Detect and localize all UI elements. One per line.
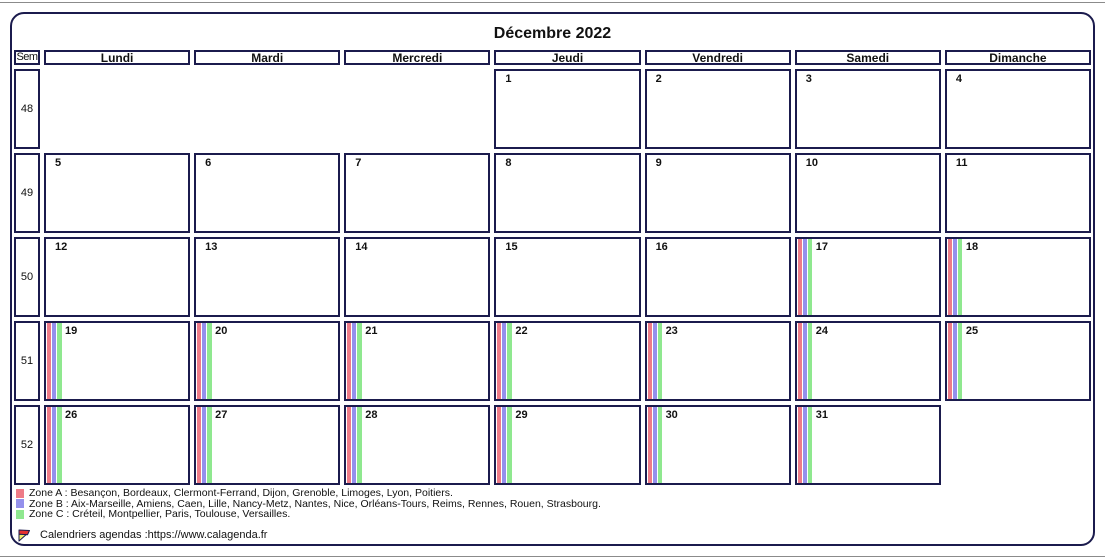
day-cell-6[interactable]	[194, 153, 340, 233]
legend-zone-c	[16, 509, 1093, 520]
day-number: 28	[365, 409, 378, 421]
day-number: 8	[505, 157, 512, 169]
zone-c-holiday-stripe	[507, 407, 512, 483]
zone-c-holiday-stripe	[808, 407, 813, 483]
day-number: 7	[355, 157, 362, 169]
day-number: 14	[355, 241, 368, 253]
day-number: 12	[55, 241, 68, 253]
day-number: 23	[665, 325, 678, 337]
day-cell-8[interactable]	[494, 153, 640, 233]
day-number: 30	[665, 409, 678, 421]
zone-b-holiday-stripe	[653, 323, 657, 399]
day-cell-27[interactable]	[194, 405, 340, 485]
day-number: 10	[805, 157, 818, 169]
zone-b-holiday-stripe	[52, 323, 56, 399]
day-number: 20	[215, 325, 228, 337]
week-number-49: 49	[14, 153, 40, 233]
day-cell-4[interactable]	[945, 69, 1091, 149]
holiday-zones-legend	[16, 488, 1093, 520]
day-number: 2	[655, 73, 662, 85]
day-number: 3	[805, 73, 812, 85]
day-number: 24	[815, 325, 828, 337]
zone-c-holiday-stripe	[507, 323, 512, 399]
zone-a-holiday-stripe	[948, 239, 952, 315]
zone-c-holiday-stripe	[57, 407, 62, 483]
zone-b-holiday-stripe	[653, 407, 657, 483]
day-number: 15	[505, 241, 518, 253]
day-number: 19	[65, 325, 78, 337]
zone-a-holiday-stripe	[648, 323, 652, 399]
zone-c-holiday-stripe	[658, 323, 663, 399]
zone-b-holiday-stripe	[52, 407, 56, 483]
weekday-header-samedi: Samedi	[795, 50, 941, 65]
zone-c-holiday-stripe	[808, 239, 813, 315]
legend-zone-b-label: Zone B : Aix-Marseille, Amiens, Caen, Lille, Nancy-Metz, Nantes, Nice, Orléans-Tours, Reims, Rennes, Rouen, Strasbourg.	[29, 497, 601, 510]
day-cell-1[interactable]	[494, 69, 640, 149]
zone-c-color-swatch	[16, 510, 24, 519]
zone-c-holiday-stripe	[357, 407, 362, 483]
zone-c-holiday-stripe	[207, 323, 212, 399]
day-number: 4	[955, 73, 962, 85]
day-number: 27	[215, 409, 228, 421]
day-number: 25	[965, 325, 979, 337]
zone-b-holiday-stripe	[953, 323, 957, 399]
zone-b-holiday-stripe	[502, 323, 506, 399]
day-cell-5[interactable]	[44, 153, 190, 233]
day-cell-9[interactable]	[645, 153, 791, 233]
zone-a-holiday-stripe	[948, 323, 952, 399]
zone-a-holiday-stripe	[497, 407, 501, 483]
zone-c-holiday-stripe	[958, 323, 963, 399]
day-cell-30[interactable]	[645, 405, 791, 485]
weekday-header-mercredi: Mercredi	[344, 50, 490, 65]
weekday-header-dimanche: Dimanche	[945, 50, 1091, 65]
footer-label: Calendriers agendas :	[40, 529, 148, 541]
top-divider	[0, 2, 1105, 3]
week-number-51: 51	[14, 321, 40, 401]
zone-a-holiday-stripe	[497, 323, 501, 399]
flag-icon	[18, 529, 31, 542]
day-cell-2[interactable]	[645, 69, 791, 149]
empty-day-slot	[344, 69, 490, 149]
zone-c-holiday-stripe	[808, 323, 813, 399]
legend-zone-a	[16, 488, 1093, 499]
zone-c-holiday-stripe	[207, 407, 212, 483]
day-number: 31	[815, 409, 828, 421]
day-cell-15[interactable]	[494, 237, 640, 317]
empty-day-slot	[44, 69, 190, 149]
zone-b-holiday-stripe	[803, 239, 807, 315]
week-number-48: 48	[14, 69, 40, 149]
day-cell-19[interactable]	[44, 321, 190, 401]
calendar-title: Décembre 2022	[493, 25, 612, 42]
zone-c-holiday-stripe	[658, 407, 663, 483]
weekday-header-vendredi: Vendredi	[645, 50, 791, 65]
day-cell-26[interactable]	[44, 405, 190, 485]
day-number: 29	[515, 409, 528, 421]
day-cell-7[interactable]	[344, 153, 490, 233]
week-number-52: 52	[14, 405, 40, 485]
day-cell-17[interactable]	[795, 237, 941, 317]
day-cell-21[interactable]	[344, 321, 490, 401]
day-number: 11	[955, 157, 968, 169]
day-cell-14[interactable]	[344, 237, 490, 317]
day-number: 9	[655, 157, 662, 169]
zone-c-holiday-stripe	[958, 239, 963, 315]
zone-a-holiday-stripe	[47, 323, 51, 399]
day-cell-3[interactable]	[795, 69, 941, 149]
day-number: 6	[205, 157, 212, 169]
zone-b-holiday-stripe	[953, 239, 957, 315]
zone-a-holiday-stripe	[347, 407, 351, 483]
day-cell-22[interactable]	[494, 321, 640, 401]
week-column-header: Sem	[14, 50, 40, 65]
zone-a-color-swatch	[16, 489, 24, 498]
bottom-divider	[0, 556, 1105, 557]
day-cell-28[interactable]	[344, 405, 490, 485]
zone-a-holiday-stripe	[47, 407, 51, 483]
day-cell-10[interactable]	[795, 153, 941, 233]
day-number: 21	[365, 325, 378, 337]
day-cell-13[interactable]	[194, 237, 340, 317]
day-number: 16	[655, 241, 668, 253]
weekday-header-mardi: Mardi	[194, 50, 340, 65]
legend-zone-a-label: Zone A : Besançon, Bordeaux, Clermont-Ferrand, Dijon, Grenoble, Limoges, Lyon, Poitiers.	[29, 487, 453, 499]
day-number: 17	[815, 241, 828, 253]
empty-day-slot	[194, 69, 340, 149]
zone-a-holiday-stripe	[347, 323, 351, 399]
day-cell-12[interactable]	[44, 237, 190, 317]
zone-b-color-swatch	[16, 499, 24, 508]
empty-day-slot	[945, 405, 1091, 485]
weekday-header-jeudi: Jeudi	[494, 50, 640, 65]
day-cell-31[interactable]	[795, 405, 941, 485]
zone-b-holiday-stripe	[803, 407, 807, 483]
week-number-50: 50	[14, 237, 40, 317]
day-number: 5	[55, 157, 62, 169]
zone-a-holiday-stripe	[648, 407, 652, 483]
zone-a-holiday-stripe	[798, 323, 802, 399]
day-number: 26	[65, 409, 78, 421]
zone-b-holiday-stripe	[202, 323, 206, 399]
day-cell-18[interactable]	[945, 237, 1091, 317]
day-cell-24[interactable]	[795, 321, 941, 401]
zone-b-holiday-stripe	[202, 407, 206, 483]
footer-link[interactable]: https://www.calagenda.fr	[147, 529, 268, 541]
zone-b-holiday-stripe	[352, 323, 356, 399]
zone-a-holiday-stripe	[197, 407, 201, 483]
zone-a-holiday-stripe	[798, 407, 802, 483]
day-number: 18	[965, 241, 979, 253]
day-number: 22	[515, 325, 528, 337]
day-cell-29[interactable]	[494, 405, 640, 485]
calendar-grid	[14, 50, 1091, 485]
zone-b-holiday-stripe	[502, 407, 506, 483]
footer	[18, 529, 1093, 542]
day-number: 13	[205, 241, 218, 253]
zone-c-holiday-stripe	[57, 323, 62, 399]
day-cell-20[interactable]	[194, 321, 340, 401]
zone-a-holiday-stripe	[197, 323, 201, 399]
day-cell-25[interactable]	[945, 321, 1091, 401]
zone-a-holiday-stripe	[798, 239, 802, 315]
legend-zone-c-label: Zone C : Créteil, Montpellier, Paris, Toulouse, Versailles.	[29, 508, 291, 520]
day-number: 1	[505, 73, 512, 85]
zone-b-holiday-stripe	[352, 407, 356, 483]
zone-c-holiday-stripe	[357, 323, 362, 399]
day-cell-16[interactable]	[645, 237, 791, 317]
day-cell-23[interactable]	[645, 321, 791, 401]
weekday-header-lundi: Lundi	[44, 50, 190, 65]
zone-b-holiday-stripe	[803, 323, 807, 399]
calendar-frame	[10, 12, 1095, 546]
day-cell-11[interactable]	[945, 153, 1091, 233]
